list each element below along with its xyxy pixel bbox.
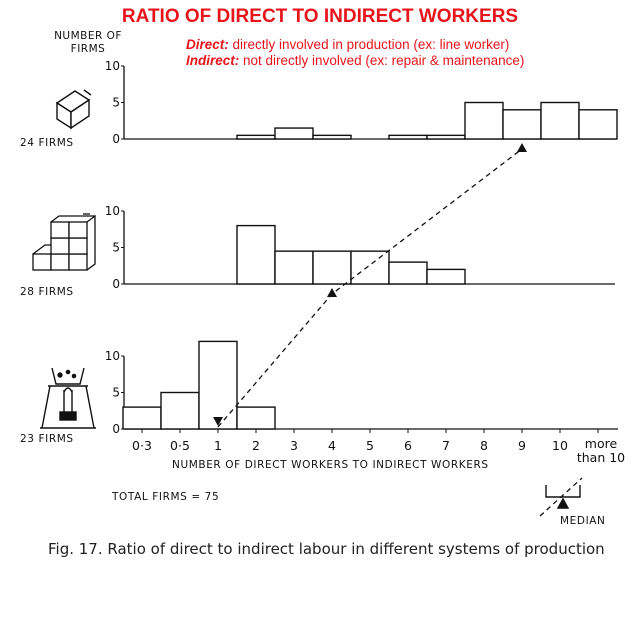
median-connector-line (218, 149, 522, 427)
definition-direct-text: directly involved in production (ex: line worker) (232, 37, 510, 52)
x-tick-label: 1 (214, 438, 222, 453)
y-axis-label: NUMBER OF FIRMS (54, 30, 122, 55)
histogram-bar (161, 393, 199, 430)
total-firms-label: TOTAL FIRMS = 75 (112, 491, 220, 503)
definition-direct-term: Direct: (186, 37, 229, 52)
x-tick-label: 3 (290, 438, 298, 453)
histogram-bar (237, 135, 275, 139)
x-tick-label: 10 (552, 438, 568, 453)
histogram-bar (313, 251, 351, 284)
median-marker (517, 143, 527, 152)
median-marker (327, 288, 337, 297)
x-tick-label: 4 (328, 438, 336, 453)
y-tick-label: 10 (104, 349, 120, 363)
panel-label: 24 FIRMS (20, 137, 74, 149)
y-tick-label: 0 (112, 277, 120, 291)
x-tick-label: more than 10 (576, 436, 626, 465)
y-tick-label: 5 (112, 240, 120, 255)
histogram-bar (503, 110, 541, 139)
x-tick-label: 5 (366, 438, 374, 453)
x-tick-label: 7 (442, 438, 450, 453)
median-label: MEDIAN (560, 515, 606, 527)
y-tick-label: 5 (112, 95, 120, 110)
x-tick-label: 8 (480, 438, 488, 453)
y-tick-label: 0 (112, 422, 120, 436)
x-tick-label: 2 (252, 438, 260, 453)
histogram-bar (427, 135, 465, 139)
unit-cube-icon (57, 90, 91, 128)
histogram-bar (275, 251, 313, 284)
histogram-bar (275, 128, 313, 139)
histogram-bar (123, 407, 161, 429)
chart-title: RATIO OF DIRECT TO INDIRECT WORKERS (121, 6, 519, 27)
y-tick-label: 10 (104, 59, 120, 73)
x-tick-label: 6 (404, 438, 412, 453)
x-axis-label: NUMBER OF DIRECT WORKERS TO INDIRECT WORKERS (172, 459, 489, 471)
figure-caption: Fig. 17. Ratio of direct to indirect labour in different systems of production (48, 540, 605, 558)
histogram-bar (541, 103, 579, 140)
median-marker-icon (546, 485, 580, 508)
histogram-bar (199, 341, 237, 429)
definition-indirect-term: Indirect: (186, 53, 240, 68)
histogram-bar (579, 110, 617, 139)
panel-label: 23 FIRMS (20, 433, 74, 445)
histogram-bar (351, 251, 389, 284)
stacked-cubes-icon (33, 214, 95, 270)
panel-label: 28 FIRMS (20, 286, 74, 298)
beaker-burner-icon (40, 368, 96, 428)
histogram-bar (389, 262, 427, 284)
y-tick-label: 0 (112, 132, 120, 146)
histogram-bar (237, 226, 275, 284)
histogram-bar (389, 135, 427, 139)
histogram-bar (427, 269, 465, 284)
y-tick-label: 10 (104, 204, 120, 218)
definition-indirect-text: not directly involved (ex: repair & maintenance) (243, 53, 525, 68)
x-tick-label: 0·5 (170, 438, 190, 453)
histogram-bar (465, 103, 503, 140)
y-tick-label: 5 (112, 385, 120, 400)
histogram-bar (237, 407, 275, 429)
x-tick-label: 0·3 (132, 438, 152, 453)
histogram-bar (313, 135, 351, 139)
x-tick-label: 9 (518, 438, 526, 453)
